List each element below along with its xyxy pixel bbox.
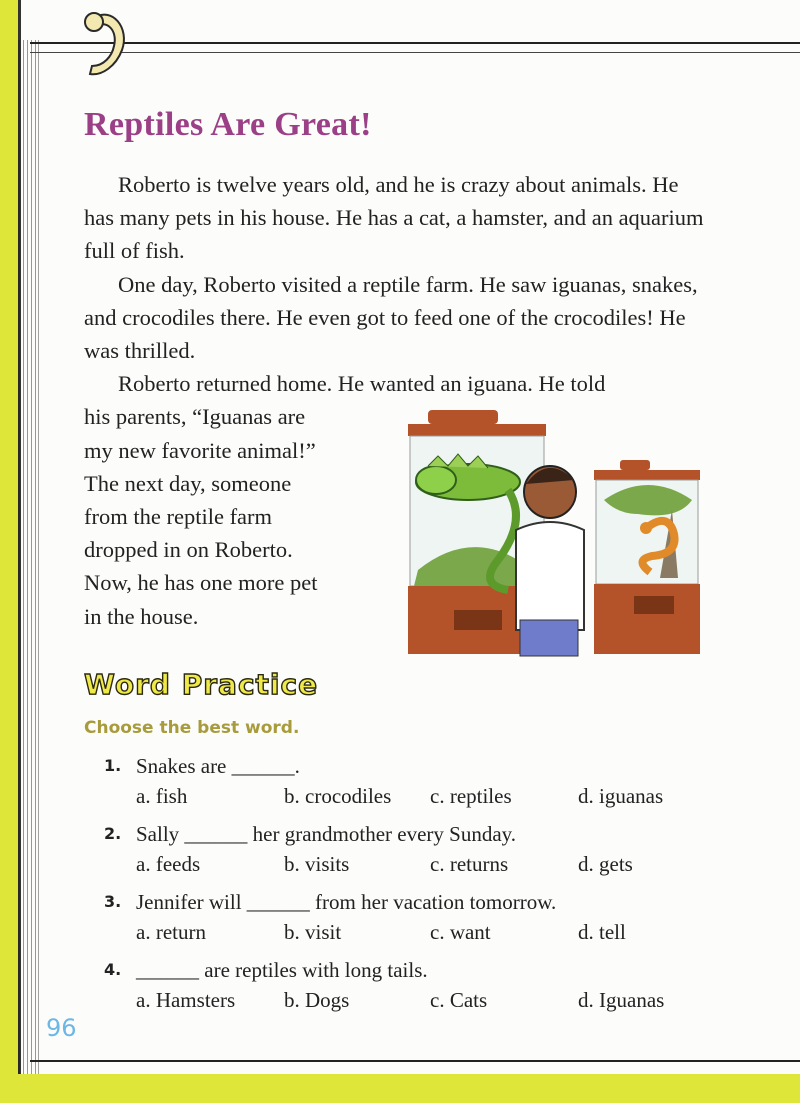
question-number: 3.: [104, 892, 122, 911]
answer-option[interactable]: d. Iguanas: [578, 988, 665, 1012]
page-title: Reptiles Are Great!: [84, 106, 372, 143]
page-number: 96: [46, 1014, 77, 1042]
answer-option[interactable]: b. visits: [284, 852, 350, 876]
terrarium-illustration: [408, 410, 708, 660]
question-number: 2.: [104, 824, 122, 843]
bottom-yellow-band: [0, 1074, 800, 1103]
answer-option[interactable]: d. gets: [578, 852, 633, 876]
instruction-text: Choose the best word.: [84, 718, 300, 738]
left-binding-border: [18, 40, 39, 1080]
story-paragraph: Roberto returned home. He wanted an iguana. He told: [118, 371, 606, 397]
story-line: his parents, “Iguanas are: [84, 404, 306, 430]
story-line: Now, he has one more pet: [84, 570, 318, 596]
question-stem: ______ are reptiles with long tails.: [136, 958, 428, 982]
story-line: from the reptile farm: [84, 504, 273, 530]
story-paragraph: Roberto is twelve years old, and he is crazy about animals. He has many pets in his house. He has a cat, a hamster, and an aquarium full of fish.: [84, 172, 704, 264]
question-number: 1.: [104, 756, 122, 775]
question-stem: Sally ______ her grandmother every Sunday.: [136, 822, 517, 846]
answer-option[interactable]: b. visit: [284, 920, 342, 944]
answer-option[interactable]: b. crocodiles: [284, 784, 392, 808]
word-practice-heading: Word Practice: [84, 668, 319, 701]
question-stem: Snakes are ______.: [136, 754, 300, 778]
question-stem: Jennifer will ______ from her vacation tomorrow.: [136, 890, 557, 914]
terrarium-lid: [428, 410, 498, 424]
answer-option[interactable]: c. reptiles: [430, 784, 512, 808]
answer-option[interactable]: d. iguanas: [578, 784, 664, 808]
question-number: 4.: [104, 960, 122, 979]
story-line: dropped in on Roberto.: [84, 537, 293, 563]
answer-option[interactable]: c. returns: [430, 852, 509, 876]
answer-option[interactable]: a. feeds: [136, 852, 201, 876]
top-rule-decoration: [30, 42, 800, 53]
story-line: my new favorite animal!”: [84, 437, 316, 463]
story-wrapped-text: [84, 400, 384, 632]
answer-option[interactable]: a. fish: [136, 784, 188, 808]
answer-option[interactable]: a. return: [136, 920, 206, 944]
story-line: The next day, someone: [84, 470, 292, 496]
answer-option[interactable]: b. Dogs: [284, 988, 350, 1012]
boy-icon: [516, 466, 584, 656]
binder-hook-icon: [78, 6, 138, 86]
story-line: in the house.: [84, 603, 199, 629]
answer-option[interactable]: c. want: [430, 920, 491, 944]
answer-option[interactable]: a. Hamsters: [136, 988, 236, 1012]
answer-option[interactable]: c. Cats: [430, 988, 488, 1012]
story-paragraph: One day, Roberto visited a reptile farm. He saw iguanas, snakes, and crocodiles there. He even got to feed one of the crocodiles! He was thrilled.: [84, 271, 698, 364]
answer-option[interactable]: d. tell: [578, 920, 626, 944]
